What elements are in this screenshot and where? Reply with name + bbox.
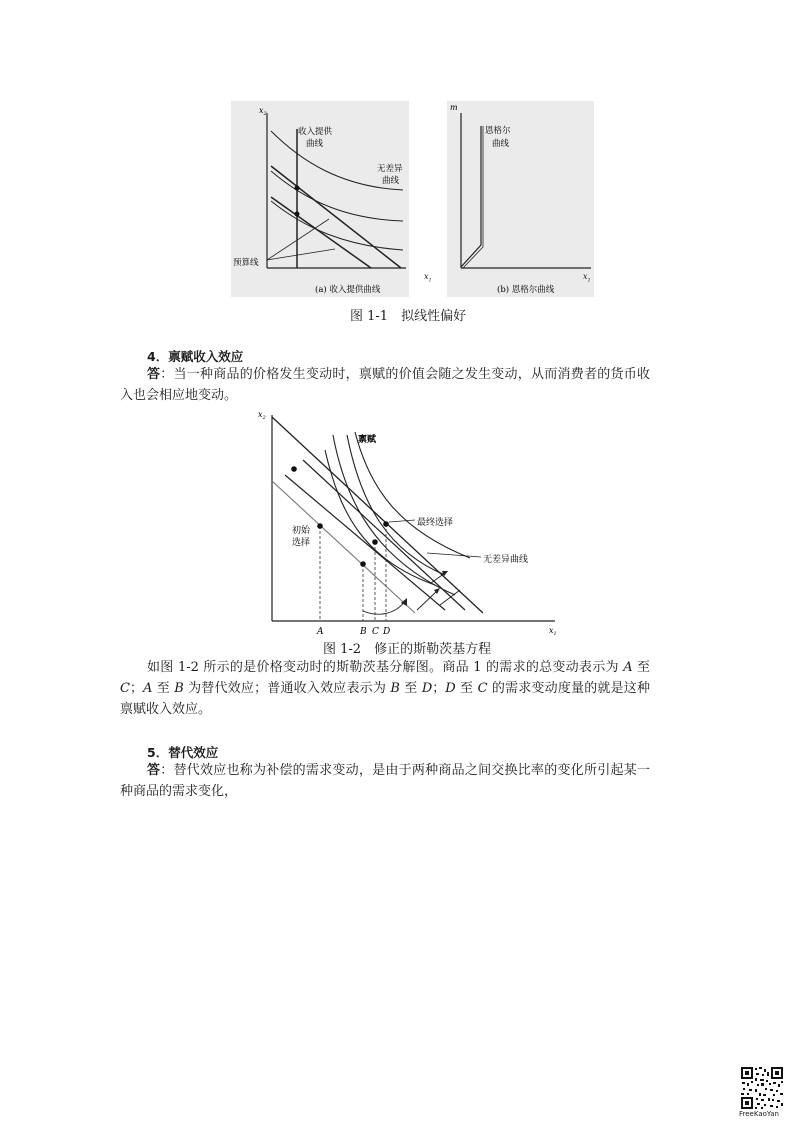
y-axis-label: $x_2$ [259,106,267,117]
qr-code-label: FreeKaoYan [739,1110,779,1118]
label-indifference-2: 曲线 [382,176,400,186]
engel-curve [461,126,481,267]
label-indifference-curve: 无差异曲线 [483,555,529,565]
tick-label-d: D [383,627,391,637]
tick-label-b: B [360,627,367,637]
label-initial-choice-2: 选择 [292,538,311,548]
label-endowment: 禀赋 [358,435,377,445]
caption-panel-b: (b) 恩格尔曲线 [497,285,555,295]
answer-text: ：当一种商品的价格发生变动时，禀赋的价值会随之发生变动，从而消费者的货币收入也会相应地变动。 [120,367,650,403]
budget-pointer-1 [267,219,329,260]
slutsky-decomposition-chart [255,405,565,641]
engel-curve-chart [447,101,594,297]
qr-code-image [740,1066,784,1110]
section-4-answer [120,364,650,406]
tick-label-c: C [372,627,379,637]
indifference-curve-3 [271,201,403,250]
tangency-point-2 [295,212,300,217]
x-axis-label: $x_1$ [549,626,557,637]
x-axis-label-panel-b: $x_1$ [583,272,591,284]
section-5-heading: 5．替代效应 [147,745,219,760]
x-axis-label-panel-a: $x_1$ [424,272,432,284]
income-point [372,539,378,545]
final-choice-pointer [389,520,415,522]
section-5-answer [120,760,650,802]
section-4-heading: 4．禀赋收入效应 [147,349,244,364]
label-indifference-1: 无差异 [377,164,403,174]
final-choice-point [383,521,389,527]
figure-1-1-panel-b [447,101,594,297]
label-income-offer-1: 收入提供 [298,127,333,137]
answer-label: 答 [147,763,161,778]
initial-choice-point [317,523,323,529]
figure-1-2 [255,405,565,641]
caption-panel-a: (a) 收入提供曲线 [315,285,381,295]
label-budget-line: 预算线 [233,258,259,268]
figure-1-2-caption: 图 1-2 修正的斯勒茨基方程 [323,642,492,657]
answer-text: ：替代效应也称为补偿的需求变动，是由于两种商品之间交换比率的变化所引起某一种商品的需求变化， [120,763,650,799]
budget-line-steep [272,417,483,613]
figure-1-1-panel-a [231,101,409,297]
figure-1-1-caption: 图 1-1 拟线性偏好 [350,309,467,324]
y-axis-label: $x_2$ [258,410,266,421]
tangency-point-1 [295,186,300,191]
answer-label: 答 [147,367,161,382]
shift-arrow-2 [431,573,445,583]
budget-line-new-2 [303,460,465,610]
label-engel-2: 曲线 [492,139,510,149]
indifference-pointer [427,553,481,557]
label-income-offer-2: 曲线 [306,139,324,149]
substitution-point [360,561,366,567]
label-initial-choice-1: 初始 [292,526,311,536]
rotation-arrow [363,601,405,614]
indifference-curve-3 [347,435,445,575]
qr-code[interactable] [740,1066,784,1110]
tick-label-a: A [317,627,324,637]
budget-pointer-2 [267,249,335,260]
label-engel-1: 恩格尔 [485,126,511,136]
y-axis-label-m: m [450,103,458,112]
income-offer-curve-chart [231,101,409,297]
endowment-point [291,466,297,472]
label-final-choice: 最终选择 [417,518,454,528]
figure-1-2-explanation: 如图 1-2 所示的是价格变动时的斯勒茨基分解图。商品 1 的需求的总变动表示为 A 至 C；A 至 B 为替代效应；普通收入效应表示为 B 至 D；D 至 C 的需求变动度量的就是这种禀赋收入效应。 [120,660,651,717]
indifference-curve-4 [355,432,470,558]
